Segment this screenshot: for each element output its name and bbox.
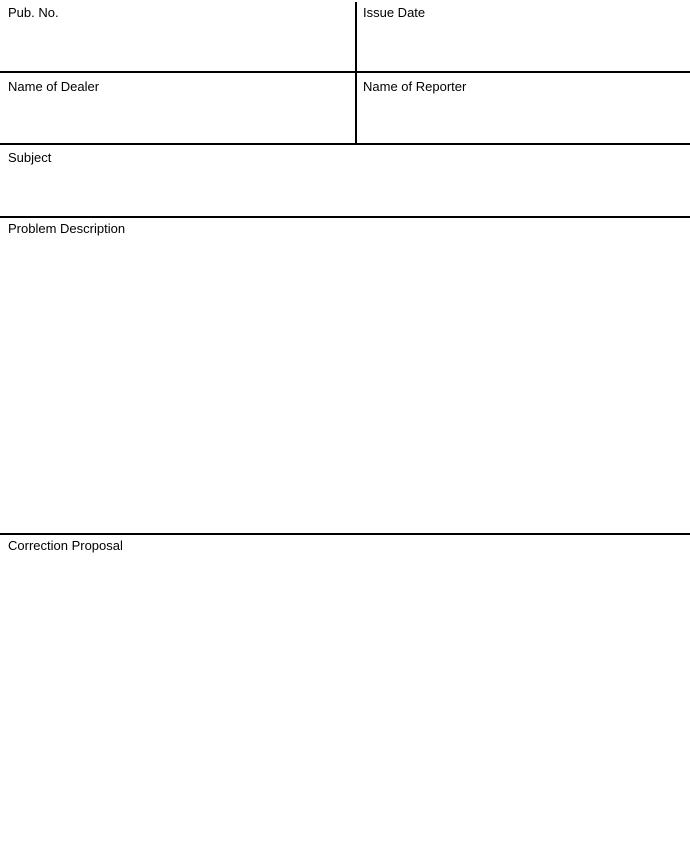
- problem-description-label: Problem Description: [8, 221, 126, 236]
- name-of-dealer-label: Name of Dealer: [8, 79, 100, 94]
- issue-date-label: Issue Date: [363, 5, 426, 20]
- name-of-reporter-label: Name of Reporter: [363, 79, 467, 94]
- subject-input[interactable]: [0, 145, 690, 216]
- field-cell-correction-proposal: [0, 535, 690, 854]
- rule-below-problem-description: [0, 533, 690, 535]
- field-cell-issue-date: [357, 0, 690, 71]
- correction-proposal-input[interactable]: [0, 535, 690, 854]
- rule-below-subject: [0, 216, 690, 218]
- pub-no-input[interactable]: [0, 0, 355, 71]
- field-cell-problem-description: [0, 218, 690, 533]
- problem-description-input[interactable]: [0, 218, 690, 533]
- issue-date-input[interactable]: [357, 0, 690, 71]
- subject-label: Subject: [8, 150, 52, 165]
- name-of-reporter-input[interactable]: [357, 73, 690, 143]
- correction-proposal-label: Correction Proposal: [8, 538, 123, 553]
- name-of-dealer-input[interactable]: [0, 73, 355, 143]
- rule-below-row2: [0, 143, 690, 145]
- field-cell-subject: [0, 145, 690, 216]
- field-cell-name-of-dealer: [0, 73, 355, 143]
- rule-below-row1: [0, 71, 690, 73]
- pub-no-label: Pub. No.: [8, 5, 59, 20]
- field-cell-name-of-reporter: [357, 73, 690, 143]
- field-cell-pub-no: [0, 0, 355, 71]
